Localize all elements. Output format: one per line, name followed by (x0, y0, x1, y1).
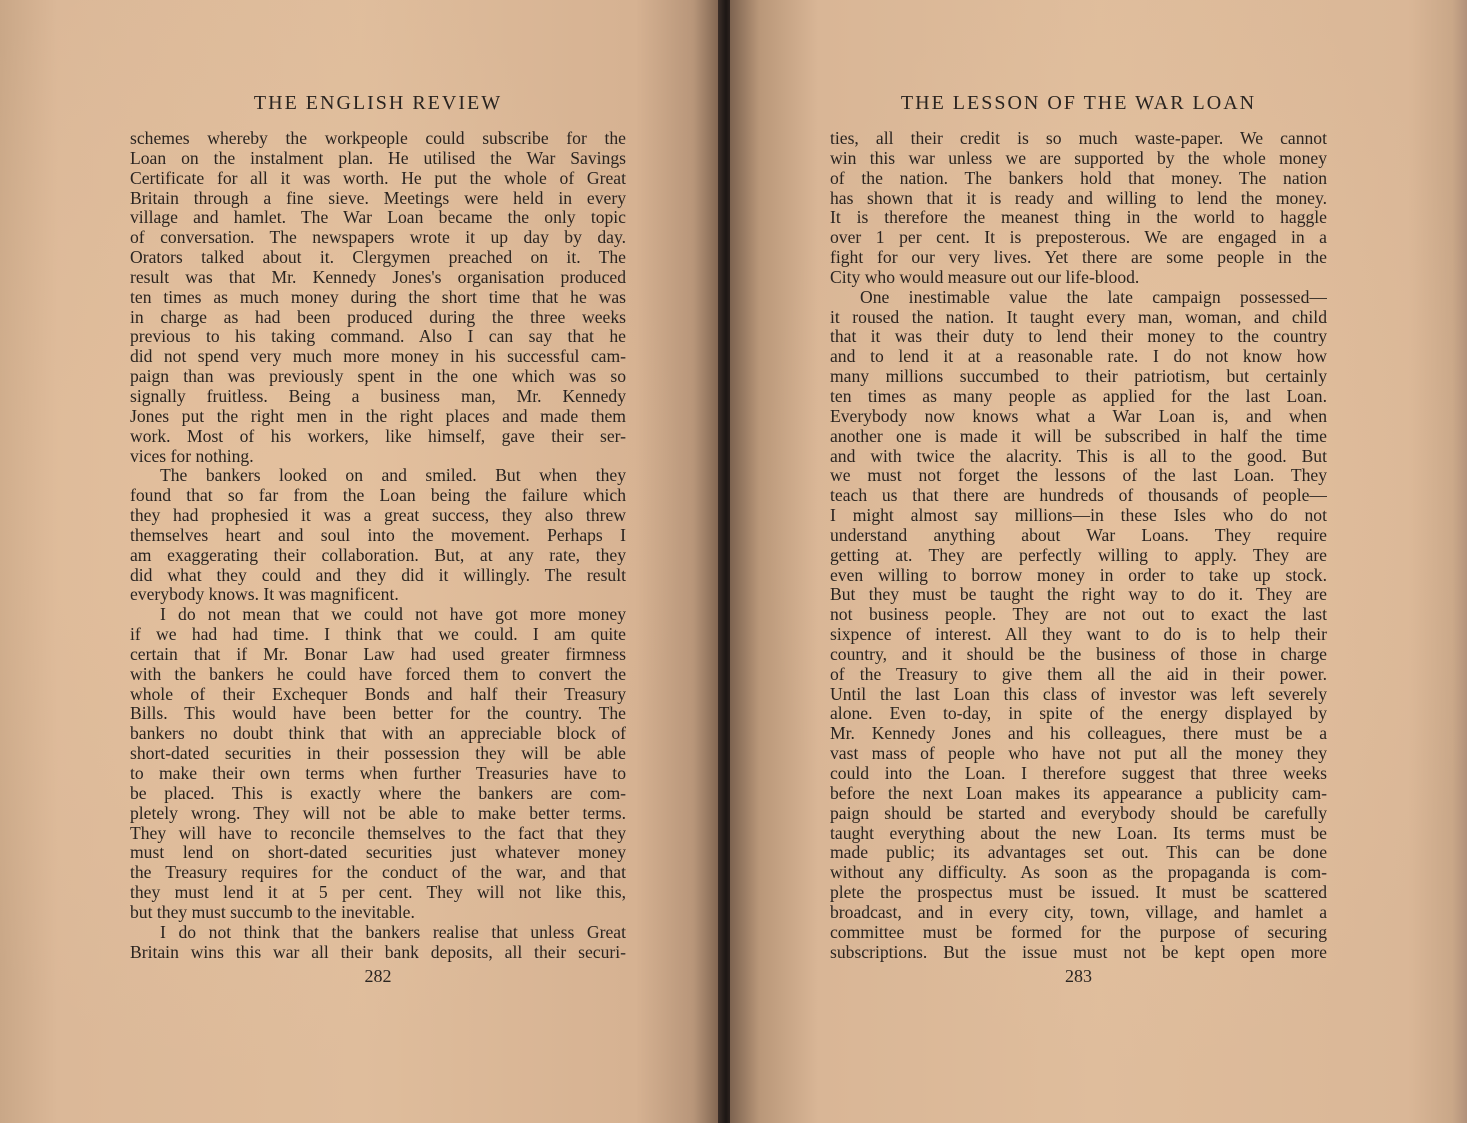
left-body-text (130, 129, 626, 962)
text-line: But they must be taught the right way to do it. They are (830, 585, 1327, 605)
text-line: They will have to reconcile themselves to the fact that they (130, 823, 626, 843)
text-line: could into the Loan. I therefore suggest that three weeks (830, 764, 1327, 783)
text-line: ten times as much money during the short time that he was (130, 287, 626, 307)
text-line: plete the prospectus must be issued. It must be scattered (830, 883, 1327, 903)
text-line: did not spend very much more money in his successful cam- (130, 347, 626, 367)
text-line: committee must be formed for the purpose of securing (830, 922, 1327, 942)
text-line: broadcast, and in every city, town, village, and hamlet a (830, 902, 1327, 922)
text-line: Britain wins this war all their bank deposits, all their securi- (130, 942, 626, 962)
text-line: Loan on the instalment plan. He utilised the War Savings (130, 148, 626, 168)
text-line: and with twice the alacrity. This is all to the good. But (830, 446, 1327, 466)
right-page-number: 283 (1065, 966, 1092, 986)
text-line: of conversation. The newspapers wrote it up day by day. (130, 228, 626, 248)
left-running-head: THE ENGLISH REVIEW (253, 92, 503, 114)
text-line: certain that if Mr. Bonar Law had used greater firmness (130, 644, 626, 664)
text-line: One inestimable value the late campaign possessed— (860, 287, 1327, 307)
text-line: Certificate for all it was worth. He put the whole of Great (130, 168, 626, 188)
text-line: if we had had time. I think that we could. I am quite (130, 625, 626, 645)
text-line: without any difficulty. As soon as the propaganda is com- (830, 863, 1327, 883)
text-line: that it was their duty to lend their money to the country (830, 327, 1327, 347)
text-line: subscriptions. But the issue must not be kept open more (830, 942, 1327, 962)
text-line: everybody knows. It was magnificent. (130, 585, 399, 605)
text-line: another one is made it will be subscribed in half the time (830, 426, 1327, 446)
text-line: Britain through a fine sieve. Meetings were held in every (130, 188, 626, 208)
text-line: I do not think that the bankers realise that unless Great (160, 922, 626, 942)
text-line: of the Treasury to give them all the aid in their power. (830, 664, 1327, 684)
text-line: work. Most of his workers, like himself, gave their ser- (130, 426, 626, 446)
left-page-number: 282 (364, 966, 392, 986)
text-line: It is therefore the meanest thing in the world to haggle (830, 208, 1327, 228)
text-line: of the nation. The bankers hold that money. The nation (830, 168, 1327, 188)
text-line: whole of their Exchequer Bonds and half their Treasury (130, 684, 626, 704)
text-line: be placed. This is exactly where the bankers are com- (130, 783, 626, 803)
text-line: vices for nothing. (130, 446, 254, 466)
text-line: ten times as many people as applied for the last Loan. (830, 386, 1327, 406)
text-line: Orators talked about it. Clergymen preached on it. The (130, 248, 626, 268)
text-line: alone. Even to-day, in spite of the energy displayed by (830, 704, 1327, 724)
text-line: I do not mean that we could not have got more money (160, 605, 626, 625)
text-line: taught everything about the new Loan. Its terms must be (830, 823, 1327, 843)
text-line: in charge as had been produced during the three weeks (130, 307, 626, 327)
text-line: not business people. They are not out to exact the last (830, 605, 1327, 625)
text-line: win this war unless we are supported by the whole money (830, 148, 1327, 168)
text-line: to make their own terms when further Treasuries have to (130, 764, 626, 783)
text-line: must lend on short-dated securities just whatever money (130, 843, 626, 863)
text-line: but they must succumb to the inevitable. (130, 902, 415, 922)
text-line: signally fruitless. Being a business man, Mr. Kennedy (130, 386, 626, 406)
text-line: Mr. Kennedy Jones and his colleagues, there must be a (830, 724, 1327, 744)
text-line: Until the last Loan this class of investor was left severely (830, 684, 1327, 704)
text-line: we must not forget the lessons of the last Loan. They (830, 466, 1327, 486)
text-line: previous to his taking command. Also I can say that he (130, 327, 626, 347)
text-line: getting at. They are perfectly willing to apply. They are (830, 545, 1327, 565)
text-line: Bills. This would have been better for the country. The (130, 704, 626, 724)
text-line: understand anything about War Loans. They require (830, 525, 1327, 545)
text-line: with the bankers he could have forced them to convert the (130, 664, 626, 684)
text-line: result was that Mr. Kennedy Jones's organisation produced (130, 267, 626, 287)
text-line: the Treasury requires for the conduct of the war, and that (130, 863, 626, 883)
text-line: found that so far from the Loan being the failure which (130, 486, 626, 506)
text-line: paign should be started and everybody should be carefully (830, 803, 1327, 823)
left-page (0, 0, 722, 1123)
text-line: even willing to borrow money in order to take up stock. (830, 565, 1327, 585)
text-line: pletely wrong. They will not be able to make better terms. (130, 803, 626, 823)
text-line: village and hamlet. The War Loan became the only topic (130, 208, 626, 228)
text-line: paign than was previously spent in the one which was so (130, 367, 626, 387)
right-body-text (830, 129, 1327, 962)
text-line: it roused the nation. It taught every man, woman, and child (830, 307, 1327, 327)
text-line: vast mass of people who have not put all the money they (830, 744, 1327, 764)
text-line: and to lend it at a reasonable rate. I do not know how (830, 347, 1327, 367)
text-line: has shown that it is ready and willing to lend the money. (830, 188, 1327, 208)
text-line: before the next Loan makes its appearance a publicity cam- (830, 783, 1327, 803)
text-line: made public; its advantages set out. This can be done (830, 843, 1327, 863)
text-line: fight for our very lives. Yet there are some people in the (830, 248, 1327, 268)
text-line: short-dated securities in their possession they will be able (130, 744, 626, 764)
text-line: themselves heart and soul into the movement. Perhaps I (130, 525, 626, 545)
text-line: City who would measure out our life-blood. (830, 267, 1140, 287)
text-line: did what they could and they did it willingly. The result (130, 565, 626, 585)
right-page (730, 0, 1467, 1123)
text-line: country, and it should be the business of those in charge (830, 644, 1327, 664)
text-line: Everybody now knows what a War Loan is, and when (830, 406, 1327, 426)
text-line: they had prophesied it was a great success, they also threw (130, 506, 626, 526)
text-line: sixpence of interest. All they want to do is to help their (830, 625, 1327, 645)
text-line: bankers no doubt think that with an appreciable block of (130, 724, 626, 744)
text-line: ties, all their credit is so much waste-paper. We cannot (830, 129, 1327, 148)
text-line: Jones put the right men in the right places and made them (130, 406, 626, 426)
text-line: over 1 per cent. It is preposterous. We are engaged in a (830, 228, 1327, 248)
text-line: they must lend it at 5 per cent. They will not like this, (130, 883, 626, 903)
right-running-head: THE LESSON OF THE WAR LOAN (900, 92, 1257, 114)
text-line: schemes whereby the workpeople could subscribe for the (130, 129, 626, 148)
text-line: am exaggerating their collaboration. But, at any rate, they (130, 545, 626, 565)
text-line: The bankers looked on and smiled. But when they (160, 466, 626, 486)
text-line: teach us that there are hundreds of thousands of people— (830, 486, 1327, 506)
text-line: many millions succumbed to their patriotism, but certainly (830, 367, 1327, 387)
text-line: I might almost say millions—in these Isles who do not (830, 506, 1327, 526)
